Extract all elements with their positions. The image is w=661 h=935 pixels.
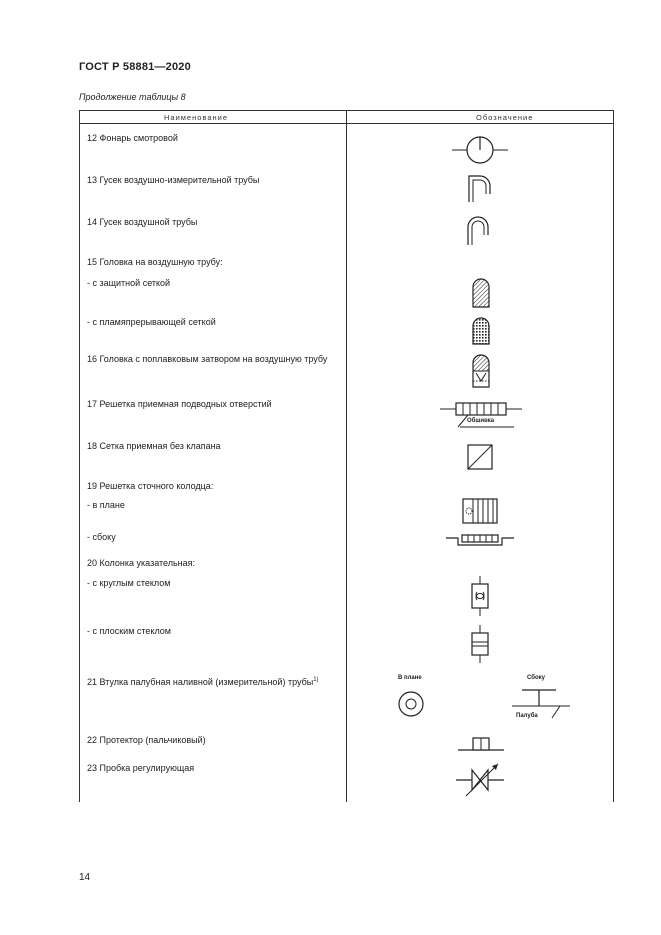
protector-symbol <box>456 735 506 753</box>
intake-grate-symbol <box>438 397 524 433</box>
table-row: 17 Решетка приемная подводных отверстий <box>87 399 272 409</box>
table-border-left <box>79 110 80 802</box>
label-paluba: Палуба <box>516 713 538 719</box>
air-pipe-gooseneck-symbol <box>464 215 496 247</box>
indicator-column-round-glass-symbol <box>469 576 491 616</box>
drain-grate-plan-symbol <box>461 497 499 525</box>
air-measuring-gooseneck-symbol <box>466 172 498 204</box>
table-continuation-caption: Продолжение таблицы 8 <box>79 92 186 102</box>
table-row: 18 Сетка приемная без клапана <box>87 441 221 451</box>
table-row: - с круглым стеклом <box>87 578 171 588</box>
intake-mesh-symbol <box>466 443 494 471</box>
indicator-column-flat-glass-symbol <box>469 625 491 663</box>
page-number: 14 <box>79 872 91 883</box>
deck-bushing-plan-symbol <box>396 689 426 719</box>
label-obshivka: Обшивка <box>467 418 495 424</box>
drain-grate-side-symbol <box>444 530 516 550</box>
table-row: - в плане <box>87 500 125 510</box>
table-row: 19 Решетка сточного колодца: <box>87 481 214 491</box>
label-v-plane: В плане <box>398 675 422 681</box>
regulating-plug-symbol <box>454 758 506 800</box>
table-row: 14 Гусек воздушной трубы <box>87 217 198 227</box>
label-sboku: Сбоку <box>527 675 545 681</box>
table-row <box>87 674 342 688</box>
table-row: 22 Протектор (пальчиковый) <box>87 735 206 745</box>
table-row: - с пламяпрерывающей сеткой <box>87 317 216 327</box>
table-row: 20 Колонка указательная: <box>87 558 196 568</box>
table-border-right <box>613 110 614 802</box>
standard-title: ГОСТ Р 58881—2020 <box>79 61 191 73</box>
head-float-valve-symbol <box>470 353 492 389</box>
table-row: - с плоским стеклом <box>87 626 171 636</box>
table-row: 16 Головка с поплавковым затвором на воздушную трубу <box>87 354 328 364</box>
table-row: 12 Фонарь смотровой <box>87 133 178 143</box>
table-row: - сбоку <box>87 532 116 542</box>
head-protective-mesh-symbol <box>470 277 492 309</box>
table-row: 13 Гусек воздушно-измерительной трубы <box>87 175 260 185</box>
column-header-symbol: Обозначение <box>476 113 534 122</box>
head-flame-arrester-symbol <box>470 316 492 346</box>
column-header-name: Наименование <box>164 113 228 122</box>
row-text: 21 Втулка палубная наливной (измерительной) трубы <box>87 677 314 687</box>
table-row: 15 Головка на воздушную трубу: <box>87 257 223 267</box>
table-column-divider <box>346 110 347 802</box>
table-row: 23 Пробка регулирующая <box>87 763 195 773</box>
sight-lamp-symbol <box>450 128 510 172</box>
table-row: - с защитной сеткой <box>87 278 171 288</box>
footnote-marker: 1) <box>313 677 319 683</box>
